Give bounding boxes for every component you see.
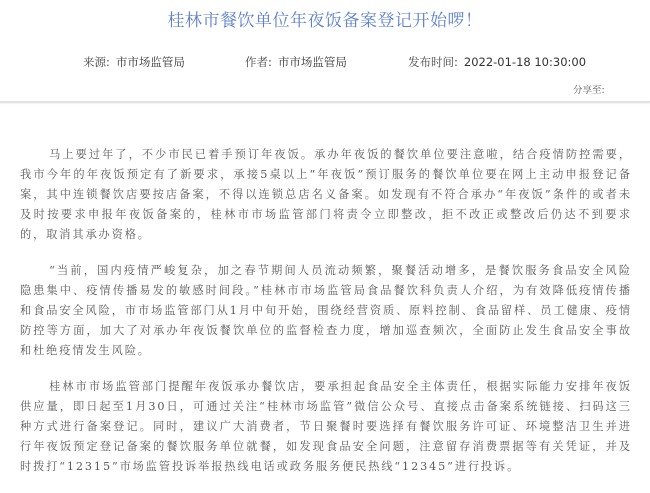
- author-label: 作者:: [245, 55, 272, 69]
- published-label: 发布时间:: [408, 55, 458, 69]
- paragraph-1: 马上要过年了，不少市民已着手预订年夜饭。承办年夜饭的餐饮单位要注意啦，结合疫情防控需要，我市今年的年夜饭预定有了新要求，承接5桌以上“年夜饭”预订服务的餐饮单位要在网上主动申报登记备案，其中连锁餐饮店要按店备案，不得以连锁总店名义备案。如发现有不符合承办“年夜饭”条件的或者未及时按要求申报年夜饭备案的，桂林市市场监管部门将责令立即整改，拒不改正或整改后仍达不到要求的，取消其承办资格。: [20, 148, 632, 241]
- paragraph-3: 桂林市市场监管部门提醒年夜饭承办餐饮店，要承担起食品安全主体责任，根据实际能力安排年夜饭供应量，即日起至1月30日，可通过关注“桂林市场监管”微信公众号、直接点击备案系统链接、扫码这三种方式进行备案登记。同时，建议广大消费者，节日聚餐时要选择有餐饮服务许可证、环境整洁卫生并进行年夜饭预定登记备案的餐饮服务单位就餐，如发现食品安全问题，注意留存消费票据等有关凭证，并及时拨打“12315”市场监管投诉举报热线电话或政务服务便民热线“12345”进行投诉。: [20, 380, 632, 473]
- article-title: 桂林市餐饮单位年夜饭备案登记开始啰！: [167, 11, 483, 31]
- source-value: 市市场监管局: [115, 55, 185, 69]
- article-meta: [0, 54, 650, 72]
- meta-published: [408, 54, 586, 70]
- published-value: 2022-01-18 10:30:00: [463, 55, 587, 69]
- article-body: [20, 145, 632, 493]
- share-label: 分享至:: [573, 85, 605, 96]
- author-value: 市市场监管局: [277, 55, 347, 69]
- paragraph-2: “当前，国内疫情严峻复杂，加之春节期间人员流动频繁，聚餐活动增多，是餐饮服务食品安全风险隐患集中、疫情传播易发的敏感时间段。”桂林市市场监管局食品餐饮科负责人介绍，为有效降低疫情传播和食品安全风险，市市场监管部门从1月中旬开始，围绕经营资质、原料控制、食品留样、员工健康、疫情防控等方面，加大了对承办年夜饭餐饮单位的监督检查力度，增加巡查频次，全面防止发生食品安全事故和杜绝疫情发生风险。: [20, 264, 632, 357]
- meta-source: [83, 54, 185, 70]
- header-divider: [0, 101, 650, 103]
- source-label: 来源:: [83, 55, 110, 69]
- meta-author: [245, 54, 347, 70]
